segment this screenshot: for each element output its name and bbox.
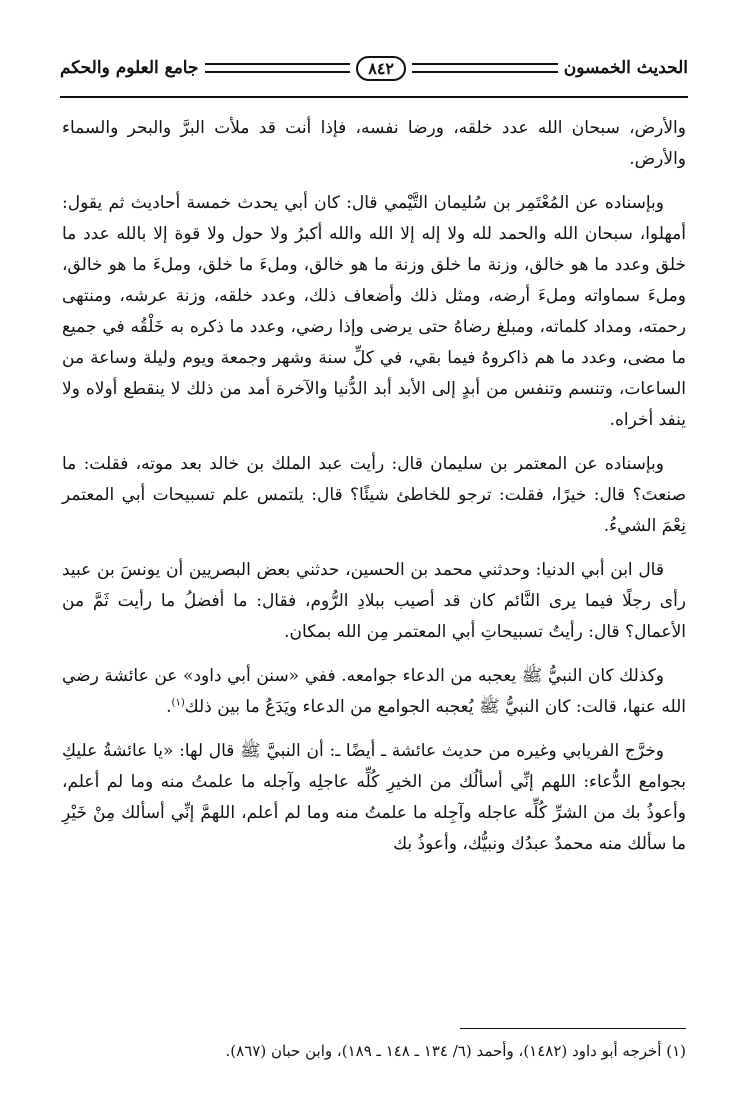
header-double-rule xyxy=(412,63,558,73)
header-double-rule xyxy=(205,63,351,73)
footnote-divider xyxy=(460,1028,686,1029)
footnote-marker: (١) xyxy=(171,697,185,709)
paragraph-text: وكذلك كان النبيُّ ﷺ يعجبه من الدعاء جوامعه. ففي «سنن أبي داود» عن عائشة رضي الله عنها، قالت: كان النبيُّ ﷺ يُعجبه الجوامع من الدعاء ويَدَعُ ما بين ذلك xyxy=(62,666,686,717)
paragraph: وبإسناده عن المعتمر بن سليمان قال: رأيت عبد الملك بن خالد بعد موته، فقلت: ما صنعتَ؟ قال: خيرًا، فقلت: ترجو للخاطئ شيئًا؟ قال: يلتمس علم تسبيحات أبي المعتمر نِعْمَ الشيءُ. xyxy=(62,454,686,536)
paragraph-with-footnote: وكذلك كان النبيُّ ﷺ يعجبه من الدعاء جوامعه. ففي «سنن أبي داود» عن عائشة رضي الله عنها، قالت: كان النبيُّ ﷺ يُعجبه الجوامع من الدعاء ويَدَعُ ما بين ذلك$^{(١)}$. xyxy=(62,666,686,717)
footnote: (١) أخرجه أبو داود (١٤٨٢)، وأحمد (٦/ ١٣٤ ـ ١٤٨ ـ ١٨٩)، وابن حبان (٨٦٧). xyxy=(225,1042,686,1060)
paragraph: وخرَّج الفريابي وغيره من حديث عائشة ـ أيضًا ـ: أن النبيَّ ﷺ قال لها: «يا عائشةُ عليكِ بجوامع الدُّعاء: اللهم إنِّي أسألُك من الخيرِ كُلِّه عاجلِه وآجله ما علمتُ منه وما لم أعلم، وأعوذُ بك من الشرِّ كُلِّه عاجله وآجِله ما علمتُ منه وما لم أعلم، اللهمَّ إنِّي أسألك مِنْ خَيْرِ ما سألك منه محمدٌ عبدُك ونبيُّك، وأعوذُ بك xyxy=(62,741,686,854)
header-right-title: الحديث الخمسون xyxy=(563,58,688,78)
paragraph: قال ابن أبي الدنيا: وحدثني محمد بن الحسين، حدثني بعض البصريين أن يونسَ بن عبيد رأى رجلًا فيما يرى النَّائم كان قد أصيب ببلادِ الرُّوم، فقال: ما أفضلُ ما رأيت ثَمَّ من الأعمال؟ قال: رأيتُ تسبيحاتِ أبي المعتمر مِن الله بمكان. xyxy=(62,560,686,642)
header-divider xyxy=(60,96,688,98)
page-number: ٨٤٢ xyxy=(356,56,406,81)
paragraph: وبإسناده عن المُعْتَمِر بن سُليمان التَّيْمي قال: كان أبي يحدث خمسة أحاديث ثم يقول: أمهلوا، سبحان الله والحمد لله ولا إله إلا الله والله أكبرُ ولا حول ولا قوة إلا بالله عدد ما خلق وعدد ما هو خالق، وزنة ما خلق وزنة ما هو خالق، وملءَ ما خلق، وملءَ ما هو خالق، وملءَ سماواته وملءَ أرضه، ومثل ذلك وأضعاف ذلك، وعدد خلقه، وزنة عرشه، ومنتهى رحمته، ومداد كلماته، ومبلغ رضاهُ حتى يرضى وإذا رضي، وعدد ما ذكره به خَلْقُه في جميع ما مضى، وعدد ما هم ذاكروهُ فيما بقي، في كلِّ سنة وشهر وجمعة ويوم وليلة وساعة من الساعات، وتنسم وتنفس من أبدٍ إلى الأبد أبد الدُّنيا والآخرة أمد من ذلك لا ينقطع أولاه ولا ينفد أخراه. xyxy=(62,193,686,430)
running-header xyxy=(60,40,688,96)
header-left-title: جامع العلوم والحكم xyxy=(59,58,199,78)
paragraph: والأرض، سبحان الله عدد خلقه، ورضا نفسه، فإذا أنت قد ملأت البرَّ والبحر والسماء والأرض. xyxy=(62,118,686,169)
main-text xyxy=(62,113,686,873)
